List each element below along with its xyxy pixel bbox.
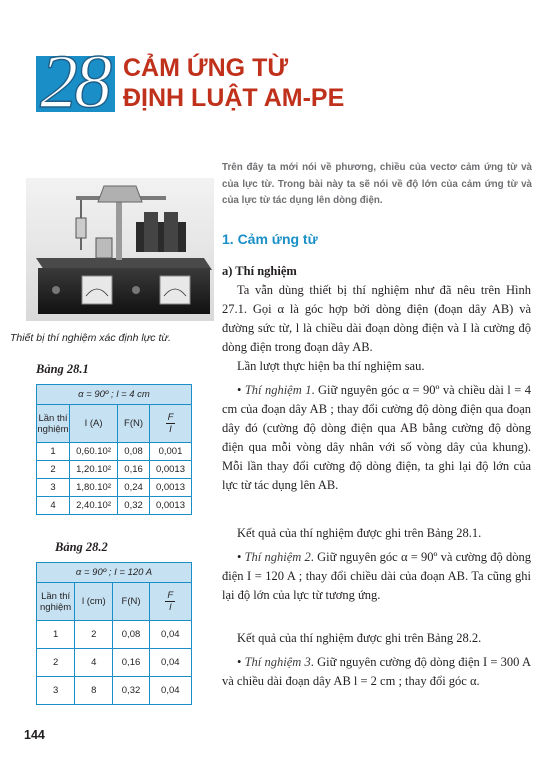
lesson-title-line1: CẢM ỨNG TỪ <box>123 54 289 82</box>
section-heading: 1. Cảm ứng từ <box>222 231 318 247</box>
table2-ratio-den: l <box>169 602 172 613</box>
table2-header-ratio <box>149 583 191 621</box>
result-2: Kết quả của thí nghiệm được ghi trên Bảng 28.2. <box>237 631 482 645</box>
table2-label: Bảng 28.2 <box>55 540 108 554</box>
table-cell: 1 <box>37 443 70 461</box>
table-cell: 3 <box>37 677 75 705</box>
lesson-number: 28 <box>40 40 108 124</box>
table-cell: 3 <box>37 479 70 497</box>
apparatus-photo <box>26 178 214 321</box>
table1-header-ratio <box>149 405 191 443</box>
table-cell: 1,80.10² <box>69 479 117 497</box>
experiment-2-label: Thí nghiệm 2 <box>244 550 311 564</box>
table-row <box>37 649 192 677</box>
table2-condition: α = 90º ; I = 120 A <box>37 563 192 583</box>
intro-text: Trên đây ta mới nói về phương, chiều của vectơ cảm ứng từ và của lực từ. Trong bài này ta sẽ nói về độ lớn của cảm ứng từ và của lực từ tác dụng lên dòng điện. <box>222 162 532 207</box>
table-row <box>37 621 192 649</box>
table2-header-trial: Lần thí nghiệm <box>37 583 75 621</box>
table-cell: 0,04 <box>149 649 191 677</box>
table-row <box>37 479 192 497</box>
paragraph-2: Lần lượt thực hiện ba thí nghiệm sau. <box>237 359 425 373</box>
table-row <box>37 677 192 705</box>
subsection-heading: a) Thí nghiệm <box>222 264 297 278</box>
experiment-3-text: . Giữ nguyên cường độ dòng điện I = 300 A và chiều dài đoạn dây AB l = 2 cm ; thay đổi góc α. <box>222 655 531 688</box>
table-cell: 0,08 <box>113 621 149 649</box>
experiment-1: • Thí nghiệm 1. Giữ nguyên góc α = 90º và chiều dài l = 4 cm của đoạn dây AB ; thay đổi cường độ dòng điện qua đoạn dây đó (cường độ dòng điện qua AB bằng cường độ dòng điện qua mỗi vòng dây nhân với số vòng dây của khung). Mỗi lần thay đổi cường độ dòng điện, ta ghi lại độ lớn của lực từ tác dụng lên AB. <box>222 383 531 492</box>
experiment-1-label: Thí nghiệm 1 <box>244 383 312 397</box>
experiment-3: • Thí nghiệm 3. Giữ nguyên cường độ dòng điện I = 300 A và chiều dài đoạn dây AB l = 2 cm ; thay đổi góc α. <box>222 655 531 688</box>
table-cell: 4 <box>75 649 113 677</box>
table-row <box>37 443 192 461</box>
experiment-2: • Thí nghiệm 2. Giữ nguyên góc α = 90º và cường độ dòng điện I = 120 A ; thay đổi chiều dài của đoạn AB. Ta cũng ghi lại độ lớn của lực từ tương ứng. <box>222 550 531 602</box>
table-cell: 2,40.10² <box>69 497 117 515</box>
experiment-2-text: . Giữ nguyên góc α = 90º và cường độ dòng điện I = 120 A ; thay đổi chiều dài của đoạn AB. Ta cũng ghi lại độ lớn của lực từ tương ứng. <box>222 550 531 602</box>
table-cell: 1,20.10² <box>69 461 117 479</box>
table-row <box>37 461 192 479</box>
table-cell: 0,32 <box>113 677 149 705</box>
table-cell: 2 <box>37 649 75 677</box>
page-number: 144 <box>24 728 45 742</box>
table1-header-trial: Lần thí nghiệm <box>37 405 70 443</box>
table1-header-current: I (A) <box>69 405 117 443</box>
experiment-3-label: Thí nghiệm 3 <box>244 655 311 669</box>
table2-ratio-num: F <box>167 590 174 601</box>
table-cell: 0,0013 <box>149 461 191 479</box>
table1-condition: α = 90º ; l = 4 cm <box>37 385 192 405</box>
table-cell: 1 <box>37 621 75 649</box>
table1 <box>36 384 192 515</box>
table-cell: 2 <box>75 621 113 649</box>
table-cell: 0,001 <box>149 443 191 461</box>
paragraph-1: Ta vẫn dùng thiết bị thí nghiệm như đã nêu trên Hình 27.1. Gọi α là góc hợp bởi dòng điện (đoạn dây AB) và đường sức từ, l là chiều dài đoạn dòng điện và I là cường độ dòng điện trong đoạn dây AB. <box>222 283 531 354</box>
lesson-title-line2: ĐỊNH LUẬT AM-PE <box>123 84 345 112</box>
table1-label: Bảng 28.1 <box>36 362 89 376</box>
table-cell: 0,0013 <box>149 479 191 497</box>
table-cell: 2 <box>37 461 70 479</box>
figure-caption: Thiết bị thí nghiệm xác định lực từ. <box>10 332 171 344</box>
table1-header-force: F(N) <box>118 405 150 443</box>
table-cell: 0,60.10² <box>69 443 117 461</box>
table2-header-length: l (cm) <box>75 583 113 621</box>
table2 <box>36 562 192 705</box>
table1-ratio-den: I <box>169 424 172 435</box>
table-cell: 0,0013 <box>149 497 191 515</box>
table-cell: 0,08 <box>118 443 150 461</box>
table-cell: 0,16 <box>118 461 150 479</box>
result-1: Kết quả của thí nghiệm được ghi trên Bảng 28.1. <box>237 526 482 540</box>
table-cell: 8 <box>75 677 113 705</box>
table-cell: 0,24 <box>118 479 150 497</box>
table-row <box>37 497 192 515</box>
table2-header-force: F(N) <box>113 583 149 621</box>
experiment-1-text: . Giữ nguyên góc α = 90º và chiều dài l = 4 cm của đoạn dây AB ; thay đổi cường độ dòng điện qua đoạn dây đó (cường độ dòng điện qua AB bằng cường độ dòng điện qua mỗi vòng dây nhân với số vòng dây của khung). Mỗi lần thay đổi cường độ dòng điện, ta ghi lại độ lớn của lực từ tác dụng lên AB. <box>222 383 531 492</box>
table-cell: 0,16 <box>113 649 149 677</box>
table-cell: 4 <box>37 497 70 515</box>
table-cell: 0,32 <box>118 497 150 515</box>
table-cell: 0,04 <box>149 677 191 705</box>
table-cell: 0,04 <box>149 621 191 649</box>
table1-ratio-num: F <box>167 412 174 423</box>
